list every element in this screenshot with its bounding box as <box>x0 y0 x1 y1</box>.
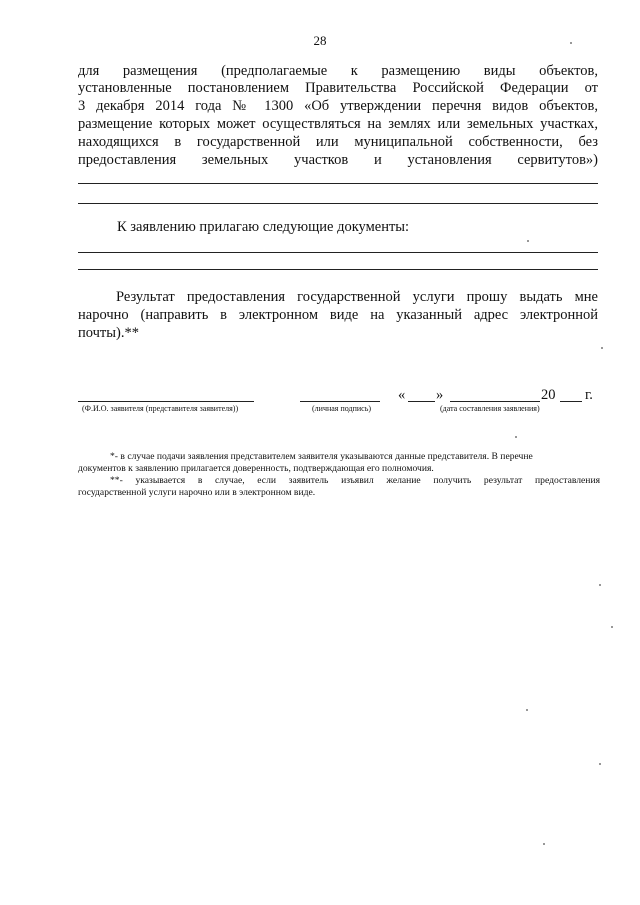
purpose-fill-line <box>78 183 598 184</box>
purpose-text-line: находящихся в государственной или муниципальной собственности, без <box>78 134 598 150</box>
applicant-name-line <box>78 401 254 402</box>
attachments-fill-line <box>78 269 598 270</box>
date-year-prefix: 20 <box>541 387 556 403</box>
purpose-text-line: размещение которых может осуществляться на землях или земельных участках, <box>78 116 598 132</box>
date-quote-close: » <box>436 387 444 403</box>
scan-speck <box>543 843 545 845</box>
purpose-text-line: предоставления земельных участков и установления сервитутов») <box>78 152 598 168</box>
date-day-line <box>408 401 435 402</box>
result-text-line: почты).** <box>78 325 139 341</box>
scan-speck <box>527 240 529 242</box>
footnote-1-line-2: документов к заявлению прилагается доверенность, подтверждающая его полномочия. <box>78 463 434 474</box>
attachments-fill-line <box>78 252 598 253</box>
signature-caption: (личная подпись) <box>312 404 372 413</box>
purpose-fill-line <box>78 203 598 204</box>
date-quote-open: « <box>398 387 406 403</box>
scan-speck <box>570 42 572 44</box>
footnote-1-line-1: *- в случае подачи заявления представителем заявителя указываются данные представителя. В перечне <box>110 451 533 462</box>
applicant-name-caption: (Ф.И.О. заявителя (представителя заявителя)) <box>82 404 239 413</box>
footnote-2-line-1: **- указывается в случае, если заявитель изъявил желание получить результат предоставления <box>110 475 600 486</box>
date-month-line <box>450 401 540 402</box>
scan-speck <box>526 709 528 711</box>
scan-speck <box>599 584 601 586</box>
date-year-line <box>560 401 582 402</box>
result-text-line: Результат предоставления государственной услуги прошу выдать мне <box>116 289 598 305</box>
attachments-label: К заявлению прилагаю следующие документы: <box>117 219 410 235</box>
scan-speck <box>601 347 603 349</box>
purpose-text-line: для размещения (предполагаемые к размещению виды объектов, <box>78 63 598 79</box>
date-year-suffix: г. <box>585 387 593 403</box>
date-caption: (дата составления заявления) <box>440 404 540 413</box>
scan-speck <box>611 626 613 628</box>
purpose-text-line: 3 декабря 2014 года № 1300 «Об утверждении перечня видов объектов, <box>78 98 598 114</box>
purpose-text-line: установленные постановлением Правительства Российской Федерации от <box>78 80 598 96</box>
scan-speck <box>515 436 517 438</box>
scan-speck <box>599 763 601 765</box>
footnote-2-line-2: государственной услуги нарочно или в электронном виде. <box>78 487 316 498</box>
signature-line <box>300 401 380 402</box>
page-number: 28 <box>313 33 327 48</box>
result-text-line: нарочно (направить в электронном виде на указанный адрес электронной <box>78 307 598 323</box>
